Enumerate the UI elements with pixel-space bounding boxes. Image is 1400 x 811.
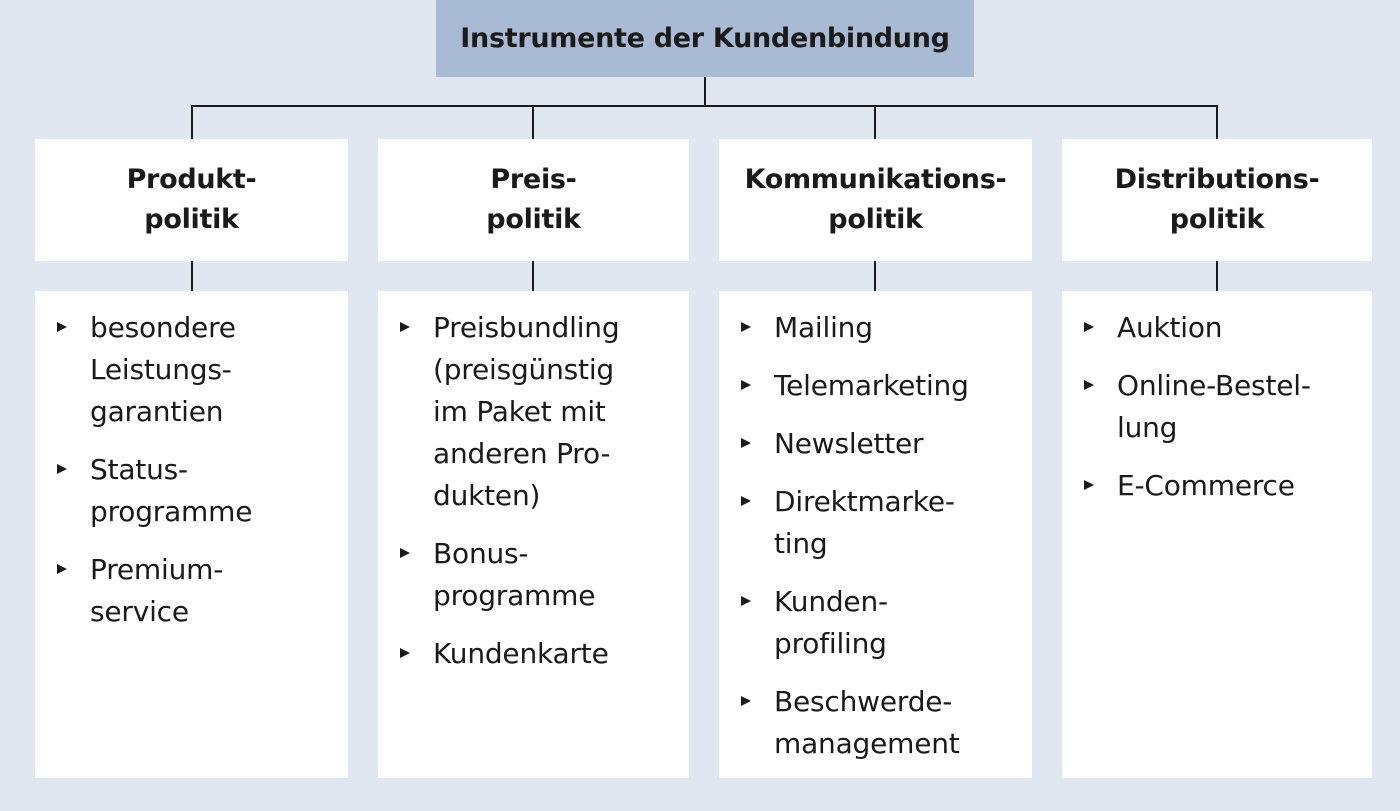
- heading-line: Produkt-: [126, 164, 257, 195]
- bullet-arrow-icon: [400, 322, 410, 332]
- item-line: programme: [90, 495, 253, 528]
- bullet-arrow-icon: [400, 548, 410, 558]
- list-item: [739, 307, 1020, 349]
- item-line: im Paket mit: [433, 395, 606, 428]
- item-line: Status-: [90, 453, 188, 486]
- heading-preispolitik: [378, 139, 689, 261]
- list-item: [1082, 365, 1360, 449]
- item-line: garantien: [90, 395, 224, 428]
- heading-line: Kommunikations-: [744, 164, 1007, 195]
- item-line: lung: [1117, 411, 1178, 444]
- item-line: Kundenkarte: [433, 637, 609, 670]
- list-item: [1082, 465, 1360, 507]
- bullet-arrow-icon: [57, 464, 67, 474]
- connector-col4-mid: [1216, 261, 1218, 291]
- list-distributionspolitik: [1062, 291, 1372, 778]
- heading-line: politik: [828, 204, 923, 235]
- item-line: Kunden-: [774, 585, 888, 618]
- item-line: besondere: [90, 311, 236, 344]
- item-line: management: [774, 727, 960, 760]
- connector-col3-mid: [874, 261, 876, 291]
- connector-col3-top: [874, 105, 876, 139]
- connector-col4-top: [1216, 105, 1218, 139]
- bullet-arrow-icon: [57, 322, 67, 332]
- list-item: [739, 581, 1020, 665]
- list-item: [739, 365, 1020, 407]
- list-item: [739, 423, 1020, 465]
- bullet-arrow-icon: [1084, 322, 1094, 332]
- bullet-arrow-icon: [400, 648, 410, 658]
- list-item: [398, 633, 677, 675]
- connector-col1-mid: [191, 261, 193, 291]
- bullet-arrow-icon: [741, 380, 751, 390]
- list-item: [1082, 307, 1360, 349]
- heading-line: politik: [486, 204, 581, 235]
- item-line: (preisgünstig: [433, 353, 614, 386]
- list-item: [55, 307, 336, 433]
- list-item: [739, 681, 1020, 765]
- heading-line: politik: [1169, 204, 1265, 235]
- item-line: profiling: [774, 627, 887, 660]
- bullet-arrow-icon: [57, 564, 67, 574]
- bullet-arrow-icon: [741, 596, 751, 606]
- item-line: Auktion: [1117, 311, 1223, 344]
- list-item: [55, 549, 336, 633]
- connector-horizontal: [191, 105, 1218, 107]
- item-line: Mailing: [774, 311, 873, 344]
- list-item: [55, 449, 336, 533]
- item-line: Direktmarke-: [774, 485, 955, 518]
- bullet-arrow-icon: [741, 438, 751, 448]
- list-item: [398, 307, 677, 517]
- item-line: Beschwerde-: [774, 685, 953, 718]
- list-preispolitik: [378, 291, 689, 778]
- heading-line: politik: [144, 204, 239, 235]
- connector-col2-mid: [532, 261, 534, 291]
- item-line: Leistungs-: [90, 353, 232, 386]
- item-line: anderen Pro-: [433, 437, 611, 470]
- bullet-arrow-icon: [741, 322, 751, 332]
- bullet-arrow-icon: [1084, 480, 1094, 490]
- item-line: E-Commerce: [1117, 469, 1295, 502]
- list-produktpolitik: [35, 291, 348, 778]
- bullet-arrow-icon: [741, 696, 751, 706]
- heading-line: Preis-: [490, 164, 577, 195]
- item-line: Newsletter: [774, 427, 924, 460]
- item-line: Bonus-: [433, 537, 529, 570]
- connector-col2-top: [532, 105, 534, 139]
- heading-distributionspolitik: [1062, 139, 1372, 261]
- connector-col1-top: [191, 105, 193, 139]
- connector-root-vertical: [704, 77, 706, 106]
- item-line: Premium-: [90, 553, 224, 586]
- heading-produktpolitik: [35, 139, 348, 261]
- item-line: Online-Bestel-: [1117, 369, 1311, 402]
- item-line: dukten): [433, 479, 541, 512]
- list-kommunikationspolitik: [719, 291, 1032, 778]
- bullet-arrow-icon: [1084, 380, 1094, 390]
- item-line: programme: [433, 579, 596, 612]
- heading-kommunikationspolitik: [719, 139, 1032, 261]
- item-line: ting: [774, 527, 828, 560]
- root-node: [436, 0, 974, 77]
- list-item: [398, 533, 677, 617]
- item-line: Preisbundling: [433, 311, 620, 344]
- bullet-arrow-icon: [741, 496, 751, 506]
- list-item: [739, 481, 1020, 565]
- item-line: Telemarketing: [774, 369, 969, 402]
- root-title: Instrumente der Kundenbindung: [460, 23, 950, 54]
- item-line: service: [90, 595, 189, 628]
- heading-line: Distributions-: [1114, 164, 1320, 195]
